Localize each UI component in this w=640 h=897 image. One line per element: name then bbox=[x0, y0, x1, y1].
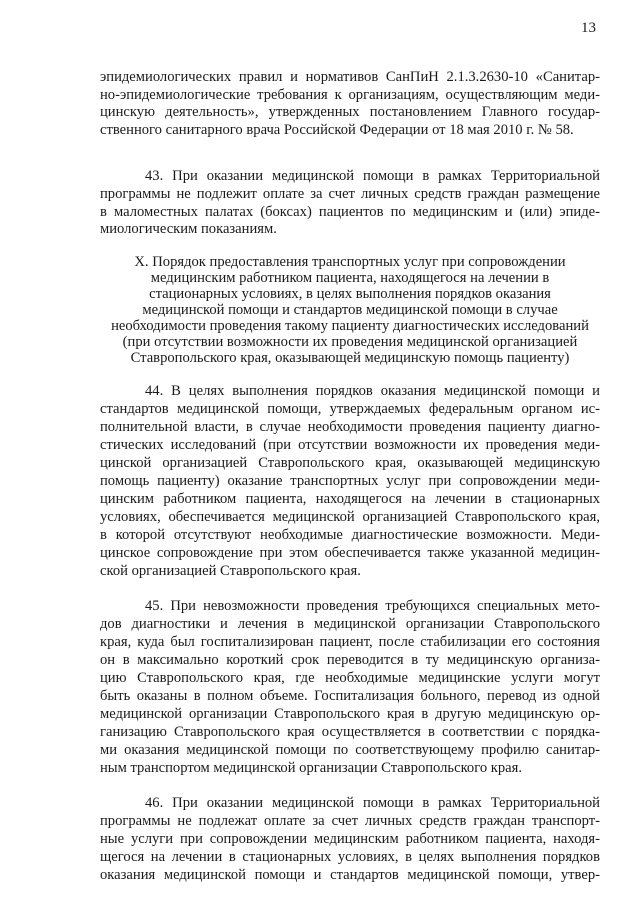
text-line: цию Ставропольского края, где необходимые медицинские услуги могут bbox=[100, 670, 600, 686]
heading-line: медицинским работником пациента, находящегося на лечении в bbox=[150, 270, 550, 286]
text-line: 46. При оказании медицинской помощи в рамках Территориальной bbox=[145, 795, 600, 811]
text-line: ным транспортом медицинской организации Ставропольского края. bbox=[100, 760, 523, 776]
text-line: ственного санитарного врача Российской Федерации от 18 мая 2010 г. № 58. bbox=[100, 122, 574, 138]
heading-line: Ставропольского края, оказывающей медицинскую помощь пациенту) bbox=[130, 350, 570, 366]
text-line: стических исследований (при отсутствии возможности их проведения меди- bbox=[100, 437, 600, 453]
text-line: стандартов медицинской помощи, утверждаемых федеральным органом ис- bbox=[100, 401, 600, 417]
text-line: ганизацию Ставропольского края осуществляется в соответствии с порядка- bbox=[100, 724, 600, 740]
text-line: 45. При невозможности проведения требующихся специальных мето- bbox=[145, 598, 600, 614]
text-line: ской организацией Ставропольского края. bbox=[100, 563, 361, 579]
text-line: быть оказаны в полном объеме. Госпитализация больного, перевод из одной bbox=[100, 688, 600, 704]
text-line: полнительной власти, в случае необходимости проведения пациенту диагно- bbox=[100, 419, 600, 435]
text-line: в которой отсутствуют необходимые диагностические возможности. Меди- bbox=[100, 527, 600, 543]
text-line: он в максимально короткий срок переводится в ту медицинскую организа- bbox=[100, 652, 600, 668]
text-line: медицинской организации Ставропольского края в другую медицинскую ор- bbox=[100, 706, 600, 722]
text-line: программы не подлежат оплате за счет личных средств граждан транспорт- bbox=[100, 813, 600, 829]
text-line: программы не подлежит оплате за счет личных средств граждан размещение bbox=[100, 186, 600, 202]
text-line: цинскую деятельность», утвержденных постановлением Главного государ- bbox=[100, 104, 600, 120]
text-line: 44. В целях выполнения порядков оказания медицинской помощи и bbox=[145, 383, 600, 399]
text-line: в маломестных палатах (боксах) пациентов по медицинским и (или) эпиде- bbox=[100, 204, 600, 220]
heading-line: медицинской помощи и стандартов медицинской помощи в случае bbox=[142, 302, 558, 318]
text-line: цинским работником пациента, находящегося на лечении в стационарных bbox=[100, 491, 600, 507]
text-line: эпидемиологических правил и нормативов СанПиН 2.1.3.2630-10 «Санитар- bbox=[100, 69, 600, 85]
heading-line: стационарных условиях, в целях выполнения порядков оказания bbox=[149, 286, 551, 302]
text-line: края, куда был госпитализирован пациент, после стабилизации его состояния bbox=[100, 634, 600, 650]
text-line: цинской организацией Ставропольского края, оказывающей медицинскую bbox=[100, 455, 600, 471]
text-line: условиях, обеспечивается медицинской организацией Ставропольского края, bbox=[100, 509, 600, 525]
text-line: но-эпидемиологические требования к организациям, осуществляющим меди- bbox=[100, 87, 600, 103]
text-line: помощь пациенту) оказание транспортных услуг при сопровождении меди- bbox=[100, 473, 600, 489]
text-line: ми оказания медицинской помощи по соответствующему профилю санитар- bbox=[100, 742, 600, 758]
text-line: миологическим показаниям. bbox=[100, 221, 277, 237]
heading-line: X. Порядок предоставления транспортных услуг при сопровождении bbox=[134, 254, 566, 270]
text-line: 43. При оказании медицинской помощи в рамках Территориальной bbox=[145, 168, 600, 184]
text-line: дов диагностики и лечения в медицинской организации Ставропольского bbox=[100, 616, 600, 632]
heading-line: (при отсутствии возможности их проведения медицинской организацией bbox=[122, 334, 578, 350]
text-line: оказания медицинской помощи и стандартов медицинской помощи, утвер- bbox=[100, 867, 600, 883]
text-line: ные услуги при сопровождении медицинским работником пациента, находя- bbox=[100, 831, 600, 847]
page-number: 13 bbox=[581, 20, 596, 36]
heading-line: необходимости проведения такому пациенту диагностических исследований bbox=[111, 318, 589, 334]
text-line: цинское сопровождение при этом обеспечивается также указанной медицин- bbox=[100, 545, 600, 561]
text-line: щегося на лечении в стационарных условиях, в целях выполнения порядков bbox=[100, 849, 600, 865]
